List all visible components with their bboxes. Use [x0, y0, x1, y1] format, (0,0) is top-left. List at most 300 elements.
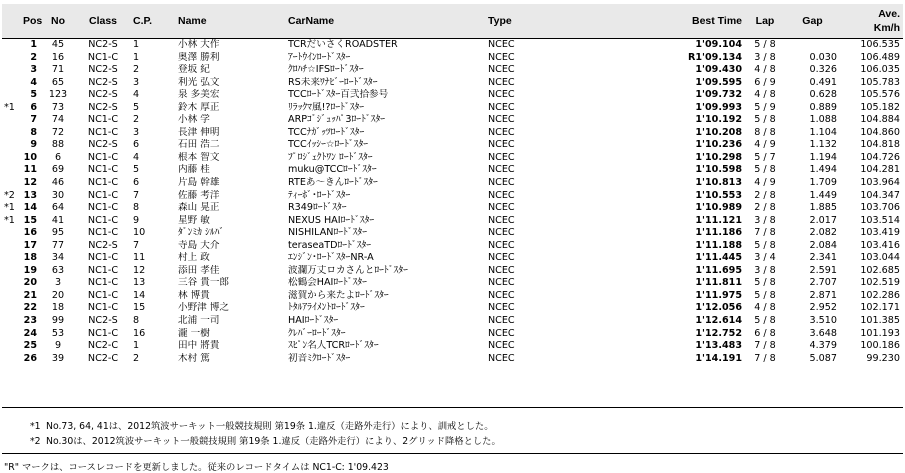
- row-speed: 106.035: [860, 64, 900, 76]
- row-lap: 3 / 4: [754, 252, 776, 264]
- row-cp: 3: [133, 126, 140, 138]
- row-no: 95: [51, 227, 65, 239]
- row-pos: 3: [30, 64, 37, 76]
- row-lap: 5 / 8: [754, 289, 776, 301]
- row-type: NCEC: [488, 101, 515, 113]
- row-lap: 6 / 9: [754, 76, 776, 88]
- best-time-header: Best Time: [645, 4, 745, 39]
- table-row: [2, 114, 903, 127]
- row-pos: 8: [30, 126, 37, 138]
- row-pos: 22: [23, 302, 37, 314]
- row-no: 34: [51, 252, 65, 264]
- row-best-time: 1'10.298: [695, 151, 742, 163]
- row-no: 99: [51, 315, 65, 327]
- row-cp: 11: [133, 252, 146, 264]
- row-no: 20: [51, 289, 65, 301]
- row-best-time: 1'09.732: [695, 89, 742, 101]
- row-driver-name: 鈴木 厚正: [178, 101, 220, 113]
- row-speed: 102.171: [860, 302, 900, 314]
- row-lap: 7 / 8: [754, 340, 776, 352]
- row-type: NCEC: [488, 51, 515, 63]
- row-lap: 4 / 8: [754, 302, 776, 314]
- row-car-name: NEXUS HAIﾛｰﾄﾞｽﾀｰ: [288, 214, 375, 226]
- row-note-mark: *1: [4, 214, 15, 226]
- row-driver-name: 小野津 博之: [178, 302, 230, 314]
- row-car-name: TCCﾅｶﾞｯﾂﾛｰﾄﾞｽﾀｰ: [288, 126, 365, 138]
- row-type: NCEC: [488, 277, 515, 289]
- footnote-2-mark: *2: [30, 436, 41, 447]
- row-note-mark: [2, 39, 20, 52]
- table-row: [2, 215, 903, 228]
- row-class: NC2-S: [88, 64, 118, 76]
- row-note-mark: [2, 164, 20, 177]
- row-gap: 0.889: [809, 101, 837, 113]
- row-no: 77: [51, 239, 65, 251]
- row-gap: 2.871: [809, 289, 837, 301]
- row-type: NCEC: [488, 352, 515, 364]
- row-no: 46: [51, 177, 65, 189]
- row-no: 41: [51, 214, 65, 226]
- row-class: NC2-C: [87, 340, 119, 352]
- row-driver-name: 木村 篤: [178, 352, 210, 364]
- row-class: NC1-C: [87, 114, 119, 126]
- row-gap: 0.491: [809, 76, 837, 88]
- row-best-time: 1'14.191: [695, 352, 742, 364]
- row-gap: 1.194: [809, 151, 837, 163]
- row-driver-name: 小林 大作: [178, 39, 220, 50]
- row-car-name: ARPｺﾞｼﾞｭｯﾊﾟ3ﾛｰﾄﾞｽﾀｰ: [288, 114, 386, 126]
- row-gap: 0.326: [809, 64, 837, 76]
- row-cp: 13: [133, 277, 146, 289]
- row-driver-name: 根本 智文: [178, 151, 220, 163]
- row-driver-name: 星野 敏: [178, 214, 210, 226]
- row-type: NCEC: [488, 114, 515, 126]
- row-class: NC1-C: [87, 227, 119, 239]
- row-cp: 10: [133, 227, 146, 239]
- row-speed: 101.193: [860, 327, 900, 339]
- row-speed: 106.535: [860, 39, 900, 50]
- table-row: [2, 77, 903, 90]
- row-best-time: 1'10.553: [695, 189, 742, 201]
- row-speed: 103.044: [860, 252, 900, 264]
- row-pos: 5: [30, 89, 37, 101]
- row-note-mark: [2, 328, 20, 341]
- row-type: NCEC: [488, 139, 515, 151]
- row-cp: 6: [133, 139, 140, 151]
- row-driver-name: 長津 伸明: [178, 126, 220, 138]
- row-pos: 20: [23, 277, 37, 289]
- row-type: NCEC: [488, 214, 515, 226]
- row-class: NC2-S: [88, 39, 118, 50]
- row-lap: 2 / 8: [754, 202, 776, 214]
- speed-header-line1: Ave.: [878, 8, 900, 20]
- table-row: [2, 39, 903, 52]
- row-speed: 103.964: [860, 177, 900, 189]
- row-no: 39: [51, 352, 65, 364]
- row-best-time: 1'11.975: [695, 289, 742, 301]
- row-class: NC1-C: [87, 189, 119, 201]
- row-pos: 6: [30, 101, 37, 113]
- row-note-mark: [2, 227, 20, 240]
- row-best-time: 1'11.695: [695, 264, 742, 276]
- row-pos: 23: [23, 315, 37, 327]
- row-gap: 4.379: [809, 340, 837, 352]
- row-best-time: 1'09.430: [695, 64, 742, 76]
- note-header: [2, 4, 20, 39]
- table-body: [2, 39, 903, 366]
- row-cp: 7: [133, 239, 140, 251]
- row-car-name: 滋賀から来たよﾛｰﾄﾞｽﾀｰ: [288, 289, 389, 301]
- row-gap: 2.707: [809, 277, 837, 289]
- row-note-mark: [2, 302, 20, 315]
- row-gap: 1.449: [809, 189, 837, 201]
- row-cp: 1: [133, 39, 140, 50]
- table-row: [2, 277, 903, 290]
- row-note-mark: [2, 64, 20, 77]
- row-gap: 1.104: [809, 126, 837, 138]
- row-gap: 1.709: [809, 177, 837, 189]
- row-driver-name: 北浦 一司: [178, 315, 220, 327]
- row-cp: 6: [133, 177, 140, 189]
- row-cp: 2: [133, 64, 140, 76]
- row-gap: 1.132: [809, 139, 837, 151]
- footnote-1: [30, 418, 494, 432]
- row-best-time: 1'12.056: [695, 302, 742, 314]
- row-speed: 104.860: [860, 126, 900, 138]
- row-class: NC2-S: [88, 89, 118, 101]
- row-driver-name: 利光 弘文: [178, 76, 220, 88]
- table-row: [2, 177, 903, 190]
- row-gap: 1.885: [809, 202, 837, 214]
- row-pos: 11: [23, 164, 37, 176]
- row-speed: 105.783: [860, 76, 900, 88]
- row-driver-name: 泉 多美宏: [178, 89, 220, 101]
- row-lap: 3 / 8: [754, 214, 776, 226]
- row-pos: 9: [30, 139, 37, 151]
- table-row: [2, 302, 903, 315]
- row-gap: 1.494: [809, 164, 837, 176]
- row-note-mark: [2, 114, 20, 127]
- row-speed: 103.416: [860, 239, 900, 251]
- row-note-mark: *1: [4, 202, 15, 214]
- table-row: [2, 265, 903, 278]
- row-no: 30: [51, 189, 65, 201]
- row-cp: 16: [133, 327, 146, 339]
- row-type: NCEC: [488, 227, 515, 239]
- row-no: 71: [51, 64, 65, 76]
- row-lap: 4 / 9: [754, 139, 776, 151]
- row-lap: 5 / 8: [754, 164, 776, 176]
- row-best-time: 1'09.104: [695, 39, 742, 50]
- row-car-name: 初音ﾐｸﾛｰﾄﾞｽﾀｰ: [288, 352, 351, 364]
- row-car-name: NISHILANﾛｰﾄﾞｽﾀｰ: [288, 227, 368, 239]
- row-pos: 24: [23, 327, 37, 339]
- row-no: 72: [51, 126, 65, 138]
- row-gap: 5.087: [809, 352, 837, 364]
- row-type: NCEC: [488, 315, 515, 327]
- row-speed: 105.182: [860, 101, 900, 113]
- row-no: 73: [51, 101, 65, 113]
- speed-header-line2: Km/h: [873, 22, 900, 34]
- row-car-name: ｸﾛﾊﾁ☆IFSﾛｰﾄﾞｽﾀｰ: [288, 64, 364, 76]
- lap-header: Lap: [745, 4, 785, 39]
- row-pos: 12: [23, 177, 37, 189]
- row-no: 9: [54, 340, 62, 352]
- row-cp: 4: [133, 151, 140, 163]
- table-row: [2, 139, 903, 152]
- row-no: 63: [51, 264, 65, 276]
- row-speed: 101.385: [860, 315, 900, 327]
- row-lap: 7 / 8: [754, 227, 776, 239]
- footnote-2-text: No.30は、2012筑波サーキット一般競技規則 第19条 1.違反（走路外走行）により、2グリッド降格とした。: [46, 436, 501, 447]
- row-car-name: 松鶴会HAIﾛｰﾄﾞｽﾀｰ: [288, 277, 367, 289]
- row-lap: 3 / 8: [754, 264, 776, 276]
- row-best-time: 1'12.752: [695, 327, 742, 339]
- row-best-time: 1'12.614: [695, 315, 742, 327]
- row-gap: 2.591: [809, 264, 837, 276]
- row-car-name: ｱｰﾄｳｲﾝﾛｰﾄﾞｽﾀｰ: [288, 51, 351, 63]
- row-no: 74: [51, 114, 65, 126]
- row-note-mark: [2, 127, 20, 140]
- row-cp: 4: [133, 89, 140, 101]
- row-type: NCEC: [488, 302, 515, 314]
- row-speed: 104.726: [860, 151, 900, 163]
- row-best-time: 1'10.989: [695, 202, 742, 214]
- row-lap: 4 / 8: [754, 89, 776, 101]
- row-pos: 21: [23, 289, 37, 301]
- row-driver-name: 田中 將貴: [178, 340, 220, 352]
- row-car-name: TCCﾛｰﾄﾞｽﾀｰ百弐拾参号: [288, 89, 389, 101]
- row-note-mark: *2: [4, 189, 15, 201]
- row-class: NC1-C: [87, 177, 119, 189]
- row-speed: 102.519: [860, 277, 900, 289]
- table-row: [2, 52, 903, 65]
- row-lap: 5 / 9: [754, 101, 776, 113]
- table-row: [2, 315, 903, 328]
- row-driver-name: 石田 浩二: [178, 139, 220, 151]
- table-row: [2, 340, 903, 353]
- table-row: [2, 290, 903, 303]
- table-row: [2, 252, 903, 265]
- row-lap: 5 / 8: [754, 239, 776, 251]
- row-note-mark: [2, 89, 20, 102]
- table-row: [2, 328, 903, 341]
- row-lap: 6 / 8: [754, 327, 776, 339]
- row-car-name: 波瀾万丈ロカさんとﾛｰﾄﾞｽﾀｰ: [288, 264, 408, 276]
- row-best-time: 1'11.121: [695, 214, 742, 226]
- row-note-mark: [2, 77, 20, 90]
- table-row: [2, 202, 903, 215]
- footer-rule: [2, 453, 903, 454]
- row-driver-name: 三谷 貴一郎: [178, 277, 230, 289]
- footnote-2: [30, 433, 501, 447]
- row-class: NC1-C: [87, 51, 119, 63]
- row-type: NCEC: [488, 76, 515, 88]
- row-cp: 8: [133, 315, 140, 327]
- row-class: NC1-C: [87, 327, 119, 339]
- row-lap: 5 / 8: [754, 277, 776, 289]
- row-driver-name: ﾀﾞﾝﾐｶ ｼﾙﾊﾞ: [178, 227, 225, 239]
- row-pos: 1: [30, 39, 37, 50]
- row-no: 18: [51, 302, 65, 314]
- row-class: NC1-C: [87, 214, 119, 226]
- row-type: NCEC: [488, 89, 515, 101]
- row-class: NC1-C: [87, 289, 119, 301]
- row-no: 45: [51, 39, 65, 50]
- row-speed: 106.489: [860, 51, 900, 63]
- row-class: NC1-C: [87, 202, 119, 214]
- row-speed: 99.230: [866, 352, 900, 364]
- row-driver-name: 片島 幹雄: [178, 177, 220, 189]
- row-best-time: 1'11.811: [695, 277, 742, 289]
- row-car-name: muku@TCCﾛｰﾄﾞｽﾀｰ: [288, 164, 377, 176]
- row-note-mark: [2, 277, 20, 290]
- row-gap: 2.341: [809, 252, 837, 264]
- row-no: 64: [51, 202, 65, 214]
- row-car-name: R349ﾛｰﾄﾞｽﾀｰ: [288, 202, 347, 214]
- row-class: NC1-C: [87, 252, 119, 264]
- row-cp: 5: [133, 101, 140, 113]
- row-car-name: TCCｲｯｼｰ☆ﾛｰﾄﾞｽﾀｰ: [288, 139, 369, 151]
- type-header: Type: [485, 4, 645, 39]
- pos-header: Pos: [20, 4, 40, 39]
- row-pos: 14: [23, 202, 37, 214]
- row-car-name: ｸﾚﾊﾞｰﾛｰﾄﾞｽﾀｰ: [288, 327, 346, 339]
- row-driver-name: 瀧 一樹: [178, 327, 210, 339]
- row-type: NCEC: [488, 64, 515, 76]
- row-speed: 104.818: [860, 139, 900, 151]
- row-type: NCEC: [488, 327, 515, 339]
- row-lap: 2 / 8: [754, 189, 776, 201]
- row-driver-name: 登坂 紀: [178, 64, 210, 76]
- gap-header: Gap: [785, 4, 840, 39]
- row-speed: 103.419: [860, 227, 900, 239]
- row-car-name: ﾄﾀﾙｱﾗｲﾒﾝﾄﾛｰﾄﾞｽﾀｰ: [288, 302, 365, 314]
- row-note-mark: [2, 52, 20, 65]
- row-best-time: 1'11.445: [695, 252, 742, 264]
- row-class: NC2-S: [88, 101, 118, 113]
- row-type: NCEC: [488, 264, 515, 276]
- row-speed: 104.884: [860, 114, 900, 126]
- row-best-time: 1'13.483: [695, 340, 742, 352]
- row-speed: 102.685: [860, 264, 900, 276]
- row-class: NC1-C: [87, 277, 119, 289]
- row-type: NCEC: [488, 239, 515, 251]
- row-cp: 2: [133, 352, 140, 364]
- table-row: [2, 190, 903, 203]
- row-gap: 0.628: [809, 89, 837, 101]
- row-driver-name: 内藤 桂: [178, 164, 210, 176]
- row-type: NCEC: [488, 189, 515, 201]
- row-note-mark: [2, 315, 20, 328]
- row-gap: 3.510: [809, 315, 837, 327]
- row-no: 16: [51, 51, 65, 63]
- row-cp: 15: [133, 302, 146, 314]
- row-type: NCEC: [488, 126, 515, 138]
- row-cp: 7: [133, 189, 140, 201]
- row-lap: 5 / 7: [754, 151, 776, 163]
- row-driver-name: 佐藤 考洋: [178, 189, 220, 201]
- results-table: [2, 4, 903, 365]
- row-car-name: TCRだいさくROADSTER: [288, 39, 398, 50]
- row-pos: 17: [23, 239, 37, 251]
- row-car-name: ﾃｨｰﾎﾞ･ﾛｰﾄﾞｽﾀｰ: [288, 189, 351, 201]
- row-cp: 5: [133, 164, 140, 176]
- row-no: 88: [51, 139, 65, 151]
- row-lap: 5 / 8: [754, 315, 776, 327]
- row-car-name: ｽﾋﾟﾝ名人TCRﾛｰﾄﾞｽﾀｰ: [288, 340, 379, 352]
- row-cp: 8: [133, 202, 140, 214]
- row-gap: 0.030: [809, 51, 837, 63]
- row-gap: 2.082: [809, 227, 837, 239]
- row-best-time: 1'10.192: [695, 114, 742, 126]
- row-cp: 14: [133, 289, 146, 301]
- row-speed: 103.514: [860, 214, 900, 226]
- class-header: Class: [76, 4, 130, 39]
- footnote-1-text: No.73, 64, 41は、2012筑波サーキット一般競技規則 第19条 1.違反（走路外走行）により、訓戒とした。: [46, 421, 494, 432]
- table-row: [2, 127, 903, 140]
- row-lap: 7 / 8: [754, 352, 776, 364]
- footnote-1-mark: *1: [30, 421, 41, 432]
- row-cp: 3: [133, 76, 140, 88]
- table-row: [2, 164, 903, 177]
- row-pos: 4: [30, 76, 37, 88]
- row-driver-name: 村上 政: [178, 252, 210, 264]
- row-type: NCEC: [488, 164, 515, 176]
- row-gap: 2.952: [809, 302, 837, 314]
- row-best-time: 1'09.993: [695, 101, 742, 113]
- row-no: 69: [51, 164, 65, 176]
- row-type: NCEC: [488, 252, 515, 264]
- row-speed: 102.286: [860, 289, 900, 301]
- row-type: NCEC: [488, 289, 515, 301]
- row-note-mark: [2, 252, 20, 265]
- table-row: [2, 227, 903, 240]
- row-best-time: 1'10.813: [695, 177, 742, 189]
- row-gap: 1.088: [809, 114, 837, 126]
- row-gap: 3.648: [809, 327, 837, 339]
- cp-header: C.P.: [130, 4, 175, 39]
- row-note-mark: *1: [4, 101, 15, 113]
- row-best-time: 1'10.236: [695, 139, 742, 151]
- row-gap: [785, 39, 840, 52]
- table-row: [2, 152, 903, 165]
- row-class: NC2-S: [88, 239, 118, 251]
- row-car-name: ﾌﾟﾛｼﾞｪｸﾄﾜﾝ ﾛｰﾄﾞｽﾀｰ: [288, 151, 373, 163]
- row-car-name: RTEあ～きんﾛｰﾄﾞｽﾀｰ: [288, 177, 378, 189]
- row-driver-name: 添田 孝佳: [178, 264, 220, 276]
- row-best-time: 1'11.186: [695, 227, 742, 239]
- row-no: 3: [54, 277, 62, 289]
- row-note-mark: [2, 139, 20, 152]
- table-row: [2, 353, 903, 366]
- name-header: Name: [175, 4, 285, 39]
- row-gap: 2.017: [809, 214, 837, 226]
- row-car-name: ﾘﾗｯｸﾏ風!?ﾛｰﾄﾞｽﾀｰ: [288, 101, 365, 113]
- row-note-mark: [2, 177, 20, 190]
- row-gap: 2.084: [809, 239, 837, 251]
- row-class: NC2-C: [87, 352, 119, 364]
- record-note: "R" マークは、コースレコードを更新しました。従来のレコードタイムは NC1-C: 1'09.423: [4, 462, 389, 473]
- row-class: NC2-S: [88, 315, 118, 327]
- row-no: 123: [48, 89, 68, 101]
- speed-header: [840, 4, 903, 39]
- row-pos: 10: [23, 151, 37, 163]
- row-speed: 103.706: [860, 202, 900, 214]
- row-best-time: 1'10.208: [695, 126, 742, 138]
- table-bottom-rule: [2, 407, 903, 408]
- row-pos: 25: [23, 340, 37, 352]
